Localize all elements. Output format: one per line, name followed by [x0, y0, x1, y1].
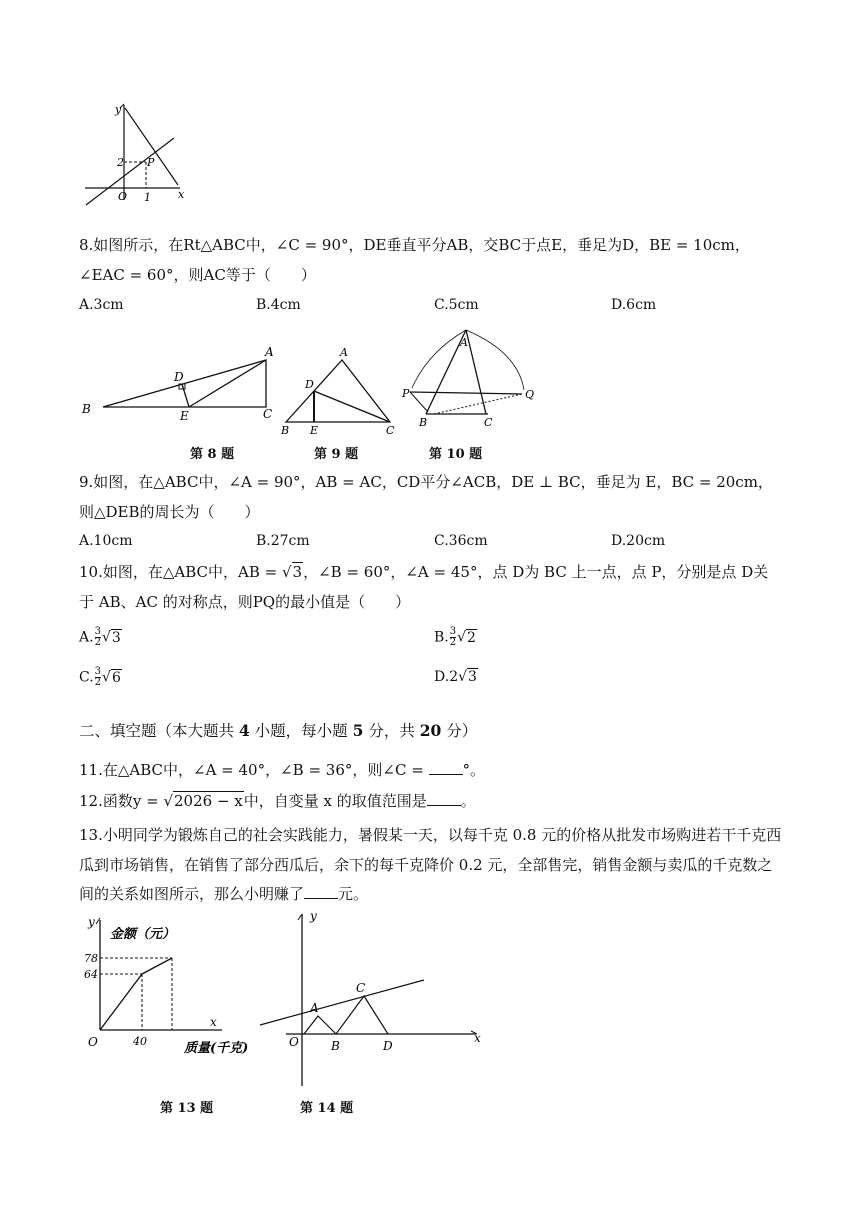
figure-14	[256, 910, 486, 1090]
q8-option-b: B.4cm	[256, 297, 301, 313]
fig13-caption: 第 13 题	[160, 1101, 214, 1116]
q9-line1: 9.如图，在△ABC中，∠A = 90°，AB = AC，CD平分∠ACB，DE ⊥ BC，垂足为 E，BC = 20cm，	[79, 473, 773, 491]
origin-label: O	[118, 190, 128, 203]
fig14-origin: O	[289, 1035, 299, 1049]
fig14-label-d: D	[383, 1039, 393, 1053]
fig9-caption: 第 9 题	[314, 447, 359, 462]
fig14-label-b: B	[331, 1039, 340, 1053]
top-coordinate-figure	[80, 100, 200, 210]
answer-blank	[304, 884, 338, 899]
section-2-heading: 二、填空题（本大题共 4 小题，每小题 5 分，共 20 分）	[79, 721, 478, 740]
figure-10	[398, 322, 538, 437]
fig14-y-axis: y	[310, 910, 317, 923]
q13-line1: 13.小明同学为锻炼自己的社会实践能力，暑假某一天，以每千克 0.8 元的价格从批发市场购进若干千克西	[79, 826, 782, 844]
fig13-origin: O	[88, 1035, 98, 1049]
q10-line1: 10.如图，在△ABC中，AB = √3，∠B = 60°，∠A = 45°，点 D为 BC 上一点，点 P，分别是点 D关	[79, 563, 769, 581]
figure-9	[278, 346, 403, 438]
fig14-label-a: A	[310, 1001, 319, 1015]
y-axis-label: y	[115, 103, 122, 116]
fig14-caption: 第 14 题	[300, 1101, 354, 1116]
q8-option-a: A.3cm	[79, 297, 124, 313]
y-tick-label: 2	[117, 156, 124, 169]
q9-option-d: D.20cm	[611, 533, 666, 549]
q12-line: 12.函数y = √2026 − x中，自变量 x 的取值范围是 。	[79, 792, 476, 810]
q10-line1-post: ，∠B = 60°，∠A = 45°，点 D为 BC 上一点，点 P，分别是点 D关	[303, 563, 769, 581]
fig9-label-c: C	[386, 424, 395, 437]
q8-option-d: D.6cm	[611, 297, 657, 313]
fig14-label-c: C	[356, 981, 366, 995]
fig8-label-b: B	[82, 402, 91, 416]
fig13-tick-64: 64	[84, 968, 98, 981]
fig14-x-axis: x	[474, 1031, 481, 1045]
fig9-label-e: E	[310, 424, 319, 437]
q10-option-b: B. $\frac{3}{2}$ √2	[434, 626, 476, 648]
q9-option-a: A.10cm	[79, 533, 133, 549]
q11-line: 11.在△ABC中，∠A = 40°，∠B = 36°，则∠C = °。	[79, 761, 486, 779]
q9-option-b: B.27cm	[256, 533, 310, 549]
fig9-label-b: B	[281, 424, 290, 437]
fig10-label-p: P	[402, 387, 410, 400]
q10-line1-pre: 10.如图，在△ABC中，AB =	[79, 563, 282, 581]
fig9-label-d: D	[305, 378, 314, 391]
q9-option-c: C.36cm	[434, 533, 488, 549]
q8-line1: 8.如图所示，在Rt△ABC中，∠C = 90°，DE垂直平分AB，交BC于点E，垂足为D，BE = 10cm，	[79, 236, 750, 254]
answer-blank	[429, 760, 463, 775]
figure-8	[78, 340, 283, 440]
fig10-label-q: Q	[525, 388, 535, 401]
q10-option-a: A. $\frac{3}{2}$ √3	[79, 626, 121, 648]
fig13-tick-40: 40	[133, 1035, 147, 1048]
fig8-label-e: E	[180, 409, 189, 423]
fig13-x-title: 质量(千克)	[184, 1041, 249, 1056]
x-tick-label: 1	[144, 191, 151, 204]
q10-option-c: C. $\frac{3}{2}$ √6	[79, 666, 121, 688]
fraction: $\frac{3}{2}$	[94, 626, 101, 648]
q13-line3: 间的关系如图所示，那么小明赚了 元。	[79, 885, 369, 903]
q8-line2: ∠EAC = 60°，则AC等于（ ）	[79, 266, 316, 284]
fig8-label-a: A	[265, 345, 274, 359]
figure-13	[80, 912, 270, 1062]
q10-line1-root: 3	[292, 563, 303, 581]
fig10-label-c: C	[484, 416, 493, 429]
fig10-label-b: B	[419, 416, 428, 429]
fig8-label-d: D	[174, 370, 184, 384]
q9-line2: 则△DEB的周长为（ ）	[79, 503, 260, 521]
q8-option-c: C.5cm	[434, 297, 479, 313]
fig13-y-axis: y	[88, 915, 95, 929]
q13-line2: 瓜到市场销售，在销售了部分西瓜后，余下的每千克降价 0.2 元，全部售完，销售金额与卖瓜的千克数之	[79, 856, 773, 874]
fraction: $\frac{3}{2}$	[94, 666, 102, 688]
q10-line2: 于 AB、AC 的对称点，则PQ的最小值是（ ）	[79, 593, 411, 611]
fraction: $\frac{3}{2}$	[449, 626, 457, 648]
x-axis-label: x	[178, 188, 185, 201]
fig8-caption: 第 8 题	[190, 447, 235, 462]
fig9-label-a: A	[340, 346, 348, 359]
fig13-y-title: 金额（元）	[110, 927, 176, 942]
point-p-label: P	[147, 156, 155, 169]
fig13-tick-78: 78	[84, 952, 98, 965]
fig10-caption: 第 10 题	[429, 447, 483, 462]
answer-blank	[427, 791, 461, 806]
q10-option-d: D.2√3	[434, 669, 477, 685]
fig10-label-a: A	[460, 336, 468, 349]
fig8-label-c: C	[263, 407, 273, 421]
fig13-x-axis: x	[210, 1015, 217, 1029]
